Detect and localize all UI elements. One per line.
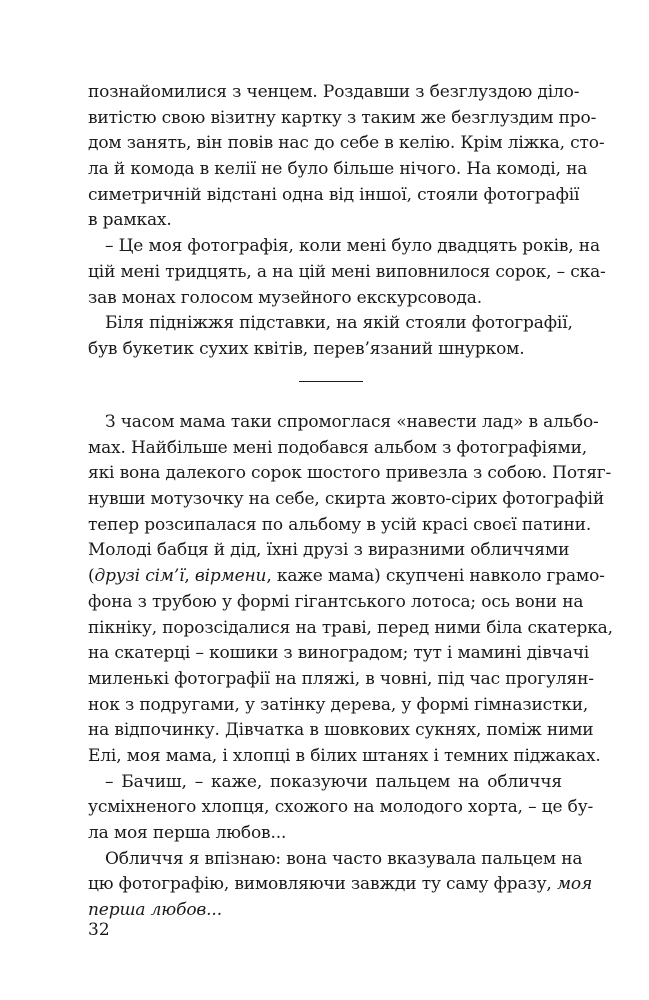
text-line: Біля підніжжя підставки, на якій стояли фотографії, [105, 313, 573, 334]
text-line: Молоді бабця й дід, їхні друзі з виразними обличчями [88, 540, 570, 561]
page-number: 32 [88, 920, 110, 940]
italic-run: друзі сім’ї [94, 566, 185, 587]
text-line: пікніку, порозсідалися на траві, перед ними біла скатерка, [88, 617, 613, 638]
text-line: мах. Найбільше мені подобався альбом з фотографіями, [88, 437, 588, 458]
text-line: на відпочинку. Дівчатка в шовкових сукнях, поміж ними [88, 720, 594, 741]
text-line [88, 872, 593, 898]
text-line: в рамках. [88, 210, 172, 231]
text-run: Обличчя я впізнаю: вона часто вказувала пальцем на [105, 848, 583, 869]
text-line: дом занять, він повів нас до себе в келію. Крім ліжка, сто- [88, 133, 605, 154]
text-line: познайомилися з ченцем. Роздавши з безглуздою діло- [88, 82, 580, 102]
text-section-one [88, 80, 606, 363]
text-run: цю фотографію, вимовляючи завжди ту саму фразу, [88, 874, 557, 895]
text-run: , [184, 566, 195, 587]
text-line: які вона далекого сорок шостого привезла з собою. Потяг- [88, 463, 612, 484]
text-line: був букетик сухих квітів, перев’язаний шнурком. [88, 338, 525, 359]
text-line [88, 564, 605, 590]
text-line: – Це моя фотографія, коли мені було двадцять років, на [105, 236, 600, 257]
text-line: ла моя перша любов... [88, 823, 287, 843]
text-run: , каже мама) скупчені навколо грамо- [266, 566, 605, 587]
section-separator [299, 381, 363, 382]
text-line: фона з трубою у формі гігантського лотоса; ось вони на [88, 591, 584, 612]
text-section-two [88, 410, 613, 924]
text-line: З часом мама таки спромоглася «навести лад» в альбо- [105, 412, 599, 432]
italic-run: перша любов... [88, 900, 222, 921]
text-run: ( [88, 566, 95, 587]
text-line: на скатерці – кошики з виноградом; тут і мамині дівчачі [88, 643, 590, 664]
text-line: ла й комода в келії не було більше нічого. На комоді, на [88, 159, 588, 180]
text-line: цій мені тридцять, а на цій мені виповнилося сорок, – ска- [88, 261, 606, 282]
text-line: нувши мотузочку на себе, скирта жовто-сірих фотографій [88, 489, 605, 510]
text-line: зав монах голосом музейного екскурсовода. [88, 287, 482, 308]
text-line: тепер розсипалася по альбому в усій красі своєї патини. [88, 514, 592, 535]
text-line: нок з подругами, у затінку дерева, у формі гімназистки, [88, 694, 589, 715]
text-line: Елі, моя мама, і хлопці в білих штанях і темних піджаках. [88, 745, 601, 766]
italic-run: вірмени [194, 566, 267, 587]
italic-run: моя [556, 874, 593, 895]
text-line: – Бачиш, – каже, показуючи пальцем на обличчя [105, 771, 562, 792]
text-line: витістю свою візитну картку з таким же безглуздим про- [88, 107, 597, 128]
text-line: симетричній відстані одна від іншої, стояли фотографії [88, 184, 580, 205]
text-line [88, 847, 583, 873]
text-line: усміхненого хлопця, схожого на молодого хорта, – це бу- [88, 797, 594, 818]
text-line: миленькі фотографії на пляжі, в човні, під час прогулян- [88, 668, 594, 689]
text-line [88, 898, 562, 924]
